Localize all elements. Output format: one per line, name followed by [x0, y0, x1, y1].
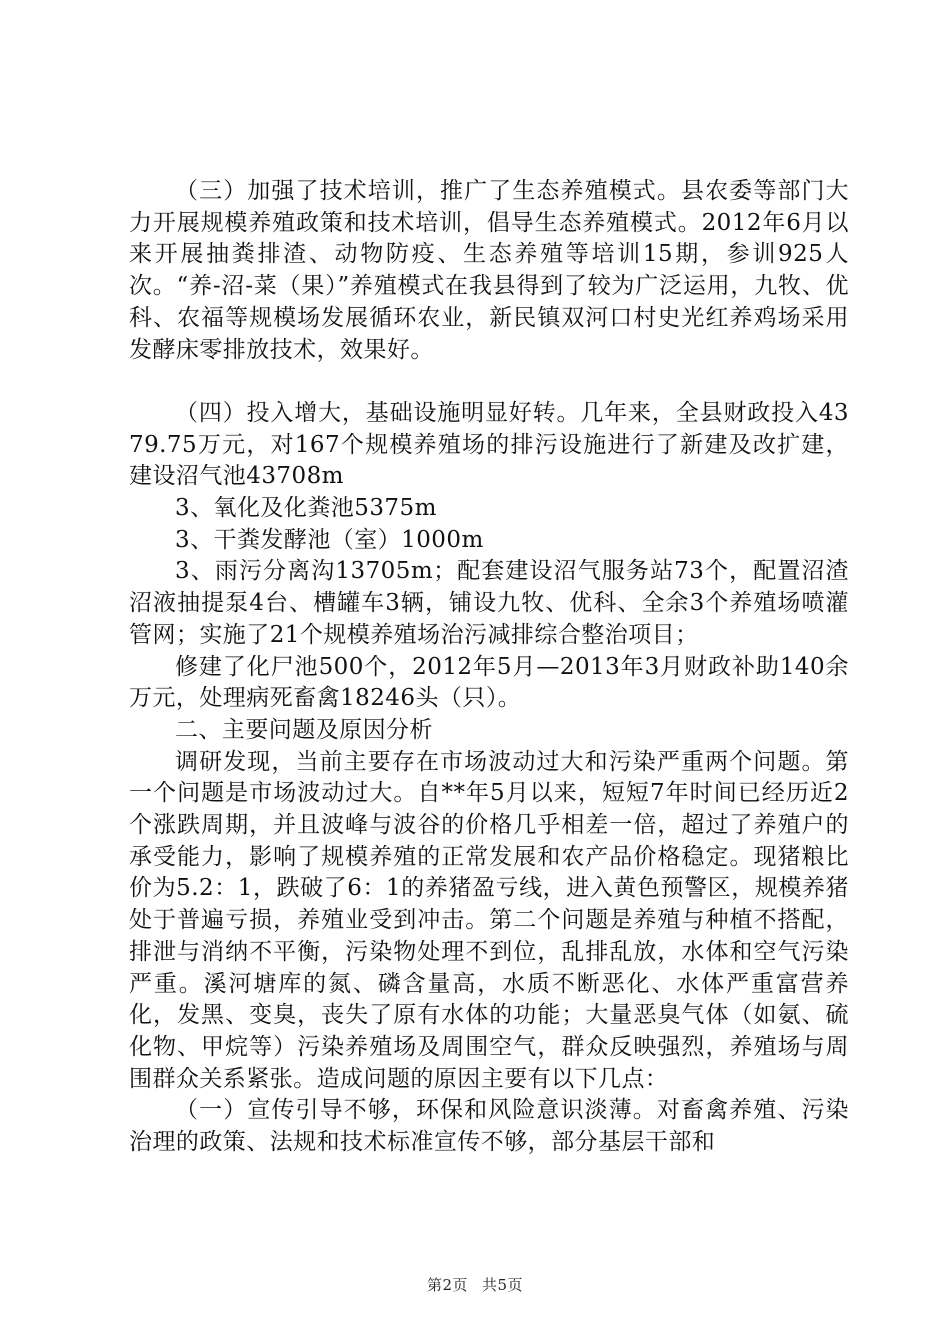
paragraph-investment: （四）投入增大，基础设施明显好转。几年来，全县财政投入4379.75万元，对167个规模养殖场的排污设施进行了新建及改扩建，建设沼气池43708m [129, 399, 849, 490]
paragraph-training: （三）加强了技术培训，推广了生态养殖模式。县农委等部门大力开展规模养殖政策和技术培训，倡导生态养殖模式。2012年6月以来开展抽粪排渣、动物防疫、生态养殖等培训15期，参训925人次。“养-沼-菜（果）”养殖模式在我县得到了较为广泛运用，九牧、优科、农福等规模场发展循环农业，新民镇双河口村史光红养鸡场采用发酵床零排放技术，效果好。 [129, 178, 849, 363]
current-page-number: 第2页 [426, 1276, 468, 1294]
total-page-count: 共5页 [482, 1276, 524, 1294]
section-heading-problems: 二、主要问题及原因分析 [175, 716, 433, 743]
paragraph-oxidation-pond: 3、氧化及化粪池5375m [175, 495, 437, 522]
paragraph-publicity: （一）宣传引导不够，环保和风险意识淡薄。对畜禽养殖、污染治理的政策、法规和技术标准宣传不够，部分基层干部和 [129, 1097, 849, 1156]
paragraph-carcass-pool: 修建了化尸池500个，2012年5月—2013年3月财政补助140余万元，处理病死畜禽18246头（只）。 [129, 653, 849, 712]
document-body [129, 176, 849, 1159]
paragraph-rain-sewage-ditch: 3、雨污分离沟13705m；配套建设沼气服务站73个，配置沼渣沼液抽提泵4台、槽罐车3辆，铺设九牧、优科、全余3个养殖场喷灌管网；实施了21个规模养殖场治污减排综合整治项目； [129, 558, 849, 648]
page-footer [0, 1274, 950, 1295]
paragraph-fermentation-pond: 3、干粪发酵池（室）1000m [175, 526, 484, 553]
paragraph-problems-analysis: 调研发现，当前主要存在市场波动过大和污染严重两个问题。第一个问题是市场波动过大。自**年5月以来，短短7年时间已经历近2个涨跌周期，并且波峰与波谷的价格几乎相差一倍，超过了养殖户的承受能力，影响了规模养殖的正常发展和农产品价格稳定。现猪粮比价为5.2：1，跌破了6：1的养猪盈亏线，进入黄色预警区，规模养猪处于普遍亏损，养殖业受到冲击。第二个问题是养殖与种植不搭配，排泄与消纳不平衡，污染物处理不到位，乱排乱放，水体和空气污染严重。溪河塘库的氮、磷含量高，水质不断恶化、水体严重富营养化，发黑、变臭，丧失了原有水体的功能；大量恶臭气体（如氨、硫化物、甲烷等）污染养殖场及周围空气，群众反映强烈，养殖场与周围群众关系紧张。造成问题的原因主要有以下几点： [129, 748, 849, 1092]
